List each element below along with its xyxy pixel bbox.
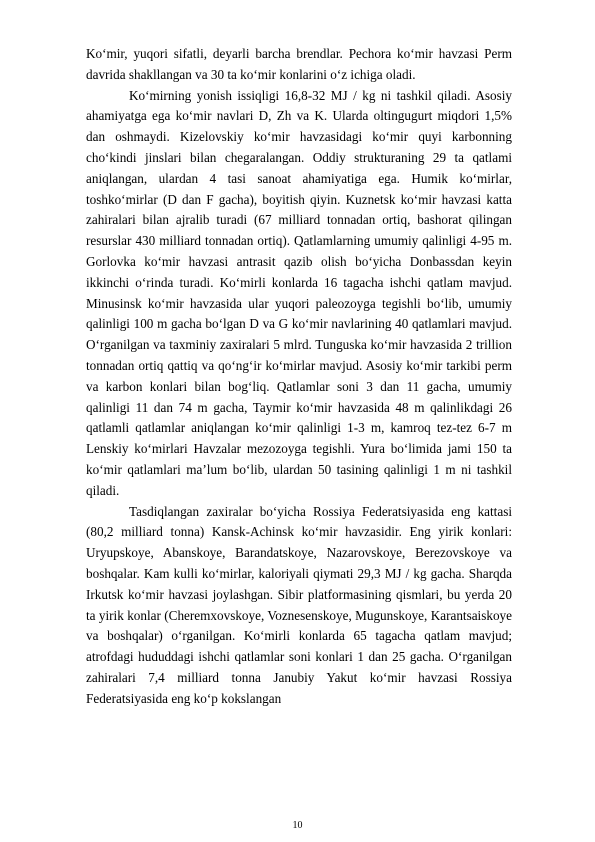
paragraph-continuation: Ko‘mir, yuqori sifatli, deyarli barcha brendlar. Pechora ko‘mir havzasi Perm davrida shakllangan va 30 ta ko‘mir konlarini o‘z ichiga oladi. [86,46,512,82]
page-number: 10 [292,820,303,831]
document-body [86,44,512,710]
paragraph-reserves: Tasdiqlangan zaxiralar bo‘yicha Rossiya Federatsiyasida eng kattasi (80,2 milliard tonna) Kansk-Achinsk ko‘mir havzasidir. Eng yirik konlari: Uryupskoye, Abanskoye, Barandatskoye, Nazarovskoye, Berezovskoye va boshqalar. Kam kulli ko‘mirlar, kaloriyali qiymati 29,3 MJ / kg gacha. Sharqda Irkutsk ko‘mir havzasi joylashgan. Sibir platformasining qismlari, bu yerda 20 ta yirik konlar (Cheremxovskoye, Voznesenskoye, Mugunskoye, Karantsaiskoye va boshqalar) o‘rganilgan. Ko‘mirli konlarda 65 tagacha qatlam mavjud; atrofdagi hududdagi ishchi qatlamlar soni konlari 1 dan 25 gacha. O‘rganilgan zahiralari 7,4 milliard tonna Janubiy Yakut ko‘mir havzasi Rossiya Federatsiyasida eng ko‘p kokslangan [86,503,512,706]
paragraph-coal-basins: Ko‘mirning yonish issiqligi 16,8-32 MJ / kg ni tashkil qiladi. Asosiy ahamiyatga ega ko‘mir navlari D, Zh va K. Ularda oltingugurt miqdori 1,5% dan oshmaydi. Kizelovskiy ko‘mir havzasidagi ko‘mir quyi karbonning cho‘kindi jinslari bilan chegaralangan. Oddiy strukturaning 29 ta qatlami aniqlangan, ulardan 4 tasi sanoat ahamiyatiga ega. Humik ko‘mirlar, toshko‘mirlar (D dan F gacha), boyitish qiyin. Kuznetsk ko‘mir havzasi katta zahiralari bilan ajralib turadi (67 milliard tonnadan ortiq, bashorat qilingan resurslar 430 milliard tonnadan ortiq). Qatlamlarning umumiy qalinligi 4-95 m. Gorlovka ko‘mir havzasi antrasit qazib olish bo‘yicha Donbassdan keyin ikkinchi o‘rinda turadi. Ko‘mirli konlarda 16 tagacha ishchi qatlam mavjud. Minusinsk ko‘mir havzasida ular yuqori paleozoyga tegishli bo‘lib, umumiy qalinligi 100 m gacha bo‘lgan D va G ko‘mir navlarining 40 qatlamlari mavjud. O‘rganilgan va taxminiy zaxiralari 5 mlrd. Tunguska ko‘mir havzasida 2 trillion tonnadan ortiq qattiq va qo‘ng‘ir ko‘mirlar mavjud. Asosiy ko‘mir tarkibi perm va karbon konlari bilan bog‘liq. Qatlamlar soni 3 dan 11 gacha, umumiy qalinligi 11 dan 74 m gacha, Taymir ko‘mir havzasida 48 m qalinlikdagi 26 qatlamli qatlamlar aniqlangan ko‘mir qalinligi 1-3 m, kamroq tez-tez 6-7 m Lenskiy ko‘mirlari Havzalar mezozoyga tegishli. Yura bo‘limida jami 150 ta ko‘mir qatlamlari ma’lum bo‘lib, ulardan 50 tasining qalinligi 1 m ni tashkil qiladi. [86,87,512,498]
